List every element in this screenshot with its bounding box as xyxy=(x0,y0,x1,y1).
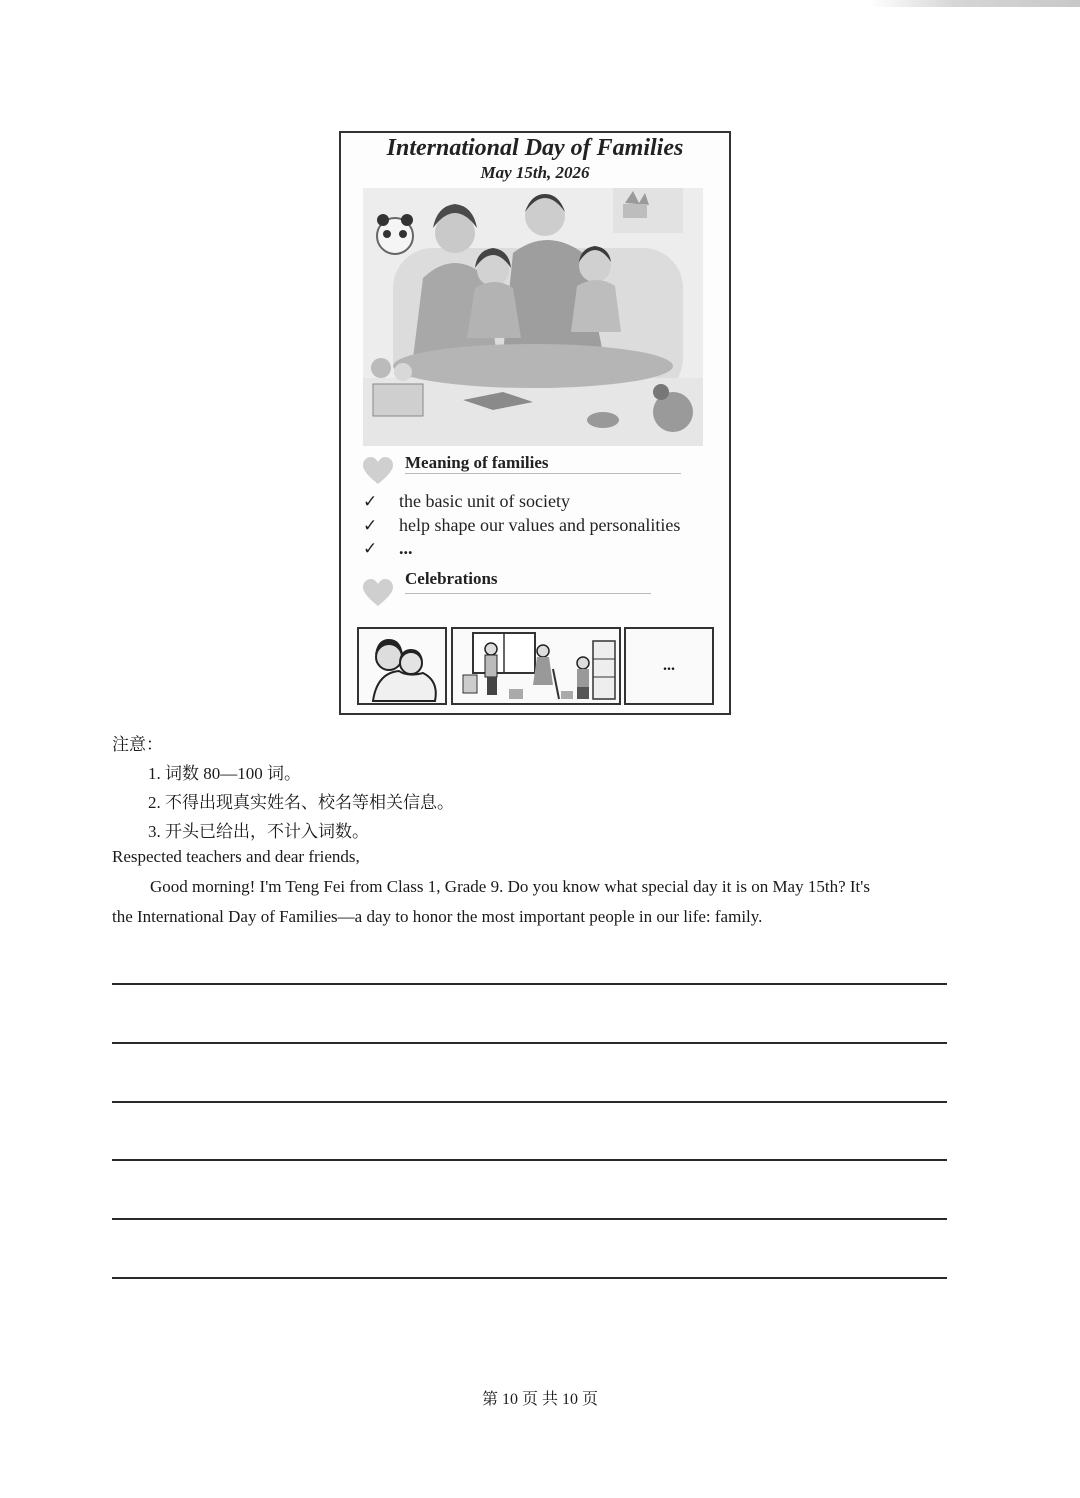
celebrations-underline xyxy=(405,593,651,594)
poster xyxy=(339,131,731,715)
writing-line[interactable] xyxy=(112,1159,947,1161)
checkmark-icon: ✓ xyxy=(363,539,378,559)
poster-title: International Day of Families xyxy=(386,135,684,161)
writing-line[interactable] xyxy=(112,1101,947,1103)
meaning-item-text: help shape our values and personalities xyxy=(399,515,681,535)
celebrations-heading: Celebrations xyxy=(405,569,498,588)
cleaning-illustration xyxy=(451,627,621,705)
heart-icon xyxy=(363,579,393,607)
page-footer: 第 10 页 共 10 页 xyxy=(481,1391,598,1408)
essay-salutation: Respected teachers and dear friends, xyxy=(112,847,360,866)
writing-line[interactable] xyxy=(112,1277,947,1279)
poster-date: May 15th, 2026 xyxy=(480,163,590,182)
meaning-heading: Meaning of families xyxy=(405,453,549,472)
family-illustration xyxy=(363,188,703,446)
hug-illustration xyxy=(357,627,447,705)
more-celebrations-box xyxy=(624,627,714,705)
checkmark-icon: ✓ xyxy=(363,492,378,512)
meaning-item xyxy=(363,491,570,512)
heart-icon xyxy=(363,457,393,485)
more-celebrations-label: ... xyxy=(663,657,675,674)
writing-line[interactable] xyxy=(112,1042,947,1044)
notes-label: 注意： xyxy=(112,735,163,754)
writing-line[interactable] xyxy=(112,1218,947,1220)
essay-line-1: Good morning! I'm Teng Fei from Class 1, Grade 9. Do you know what special day it is on May 15th? It's xyxy=(150,877,870,896)
meaning-item-text: ... xyxy=(399,538,413,558)
scan-edge-shadow xyxy=(870,0,1080,7)
writing-line[interactable] xyxy=(112,983,947,985)
note-item: 1. 词数 80—100 词。 xyxy=(148,764,301,783)
meaning-item xyxy=(363,515,680,536)
checkmark-icon: ✓ xyxy=(363,516,378,536)
note-item: 3. 开头已给出，不计入词数。 xyxy=(148,822,369,841)
essay-line-2: the International Day of Families—a day to honor the most important people in our life: family. xyxy=(112,907,763,926)
meaning-item-text: the basic unit of society xyxy=(399,491,570,511)
meaning-underline xyxy=(405,473,681,474)
meaning-item xyxy=(363,538,413,559)
note-item: 2. 不得出现真实姓名、校名等相关信息。 xyxy=(148,793,454,812)
